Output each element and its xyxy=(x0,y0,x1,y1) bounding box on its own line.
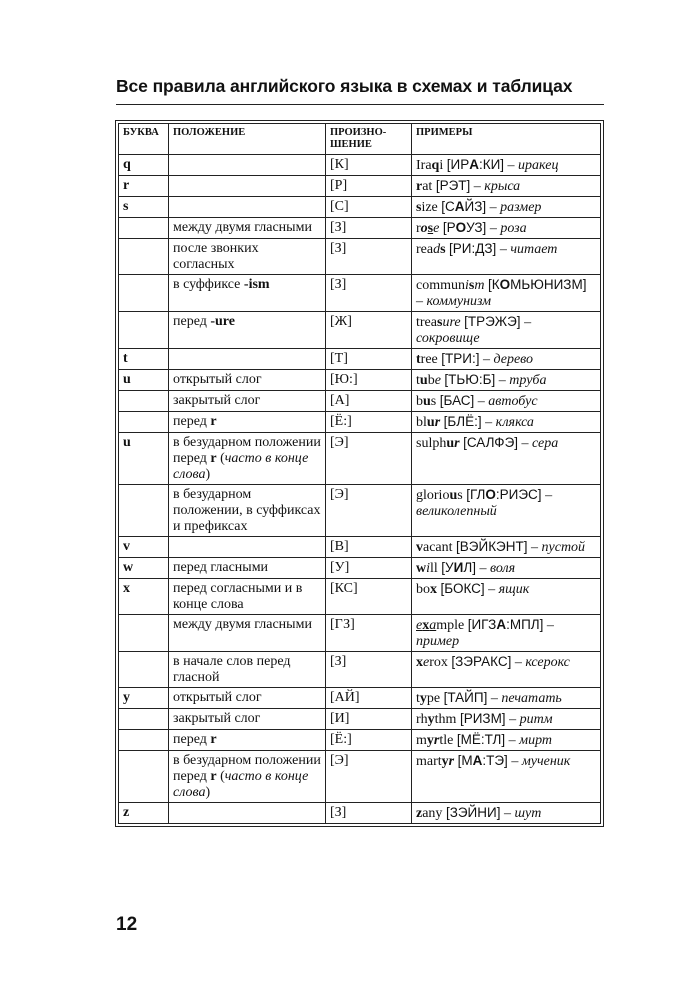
example-text: – xyxy=(527,540,542,555)
cell-example xyxy=(412,537,601,558)
cell-position xyxy=(169,412,326,433)
example-text: – xyxy=(487,691,502,706)
cell-position xyxy=(169,730,326,751)
example-text: s xyxy=(457,488,467,503)
example-text: – xyxy=(474,394,489,409)
example-text: Л] xyxy=(463,560,476,575)
example-text: – xyxy=(479,352,494,367)
cell-example xyxy=(412,349,601,370)
example-text: размер xyxy=(500,200,542,215)
cell-position xyxy=(169,803,326,824)
cell-position: перед согласными и в конце слова xyxy=(169,579,326,615)
example-text: u xyxy=(449,488,458,503)
example-text: воля xyxy=(489,561,516,576)
cell-pronunciation: [ГЗ] xyxy=(326,615,412,652)
example-text: роза xyxy=(500,221,527,236)
cell-pronunciation: [Э] xyxy=(326,433,412,485)
position-text: ( xyxy=(216,769,225,784)
example-text: [РИ:ДЗ] xyxy=(449,241,497,256)
example-text: [У xyxy=(441,560,454,575)
example-text: :РИЭС] xyxy=(495,487,542,502)
example-text: – xyxy=(495,373,510,388)
example-text: y xyxy=(441,754,449,769)
example-text: at xyxy=(422,179,436,194)
example-text: s xyxy=(430,394,440,409)
table-row xyxy=(119,312,601,349)
example-text: q xyxy=(431,158,440,173)
example-text: [РЭТ] xyxy=(435,178,471,193)
example-text: – xyxy=(504,158,519,173)
example-text: сокровище xyxy=(416,331,480,346)
example-text: [ТРЭЖЭ] xyxy=(464,314,521,329)
example-text: v xyxy=(416,540,423,555)
cell-pronunciation: [З] xyxy=(326,218,412,239)
cell-letter xyxy=(119,239,169,275)
table-row xyxy=(119,239,601,275)
cell-example xyxy=(412,688,601,709)
example-text: А xyxy=(454,199,465,214)
cell-example xyxy=(412,579,601,615)
example-text: mple xyxy=(436,618,468,633)
example-text: pe xyxy=(426,691,444,706)
example-text: [ТАЙП] xyxy=(443,690,488,705)
cell-position xyxy=(169,312,326,349)
example-text: О xyxy=(499,277,511,292)
table-row xyxy=(119,412,601,433)
cell-pronunciation: [Т] xyxy=(326,349,412,370)
example-text: x xyxy=(430,582,437,597)
example-text: автобус xyxy=(488,394,538,409)
example-text: ize xyxy=(421,200,442,215)
position-text: ) xyxy=(205,467,211,482)
example-text: r xyxy=(416,221,421,236)
example-text: А xyxy=(469,157,479,172)
cell-pronunciation: [С] xyxy=(326,197,412,218)
example-text: :КИ] xyxy=(478,157,505,172)
cell-pronunciation: [А] xyxy=(326,391,412,412)
cell-letter xyxy=(119,751,169,803)
cell-pronunciation: [Э] xyxy=(326,751,412,803)
example-text: e xyxy=(433,221,440,236)
cell-pronunciation: [З] xyxy=(326,652,412,688)
cell-letter: s xyxy=(119,197,169,218)
cell-pronunciation: [Ё:] xyxy=(326,730,412,751)
cell-pronunciation: [К] xyxy=(326,155,412,176)
example-text: r xyxy=(433,733,440,748)
example-text: коммунизм xyxy=(426,294,492,309)
example-text: сера xyxy=(532,436,559,451)
example-text: [Р xyxy=(442,220,456,235)
example-text: мирт xyxy=(519,733,553,748)
cell-example xyxy=(412,275,601,312)
cell-pronunciation: [В] xyxy=(326,537,412,558)
example-text: s xyxy=(427,221,434,236)
example-text: – xyxy=(541,488,553,503)
position-text: r xyxy=(210,414,217,429)
example-text: w xyxy=(416,561,427,576)
cell-example xyxy=(412,730,601,751)
example-text: rea xyxy=(416,242,434,257)
example-text: b xyxy=(427,373,435,388)
cell-letter xyxy=(119,391,169,412)
cell-example xyxy=(412,312,601,349)
cell-example xyxy=(412,197,601,218)
position-text: ( xyxy=(216,451,225,466)
example-text: trea xyxy=(416,315,437,330)
cell-position: в начале слов перед гласной xyxy=(169,652,326,688)
example-text: [М xyxy=(457,753,473,768)
pronunciation-rules-table xyxy=(118,123,601,824)
cell-example xyxy=(412,751,601,803)
example-text: rh xyxy=(416,712,428,727)
example-text: мученик xyxy=(521,754,571,769)
example-text: mart xyxy=(416,754,442,769)
cell-pronunciation: [З] xyxy=(326,239,412,275)
example-text: читает xyxy=(510,242,558,257)
example-text: УЗ] xyxy=(466,220,487,235)
example-text: s xyxy=(436,315,443,330)
example-text: [ГЛ xyxy=(466,487,486,502)
cell-letter xyxy=(119,615,169,652)
cell-letter xyxy=(119,312,169,349)
example-text: клякса xyxy=(495,415,534,430)
position-text: в безударном положении перед xyxy=(173,435,321,466)
example-text: t xyxy=(416,373,420,388)
table-row xyxy=(119,803,601,824)
cell-position xyxy=(169,197,326,218)
cell-pronunciation: [Р] xyxy=(326,176,412,197)
example-text: u xyxy=(419,373,428,388)
example-text: bo xyxy=(416,582,430,597)
cell-position xyxy=(169,155,326,176)
example-text: [ТРИ:] xyxy=(441,351,480,366)
header-position: ПОЛОЖЕНИЕ xyxy=(169,124,326,155)
table-row xyxy=(119,349,601,370)
example-text: – xyxy=(481,415,496,430)
example-text: o xyxy=(420,221,428,236)
cell-example xyxy=(412,615,601,652)
example-text: И xyxy=(453,560,464,575)
cell-position xyxy=(169,349,326,370)
cell-letter xyxy=(119,730,169,751)
example-text: x xyxy=(422,618,430,633)
example-text: – xyxy=(416,294,427,309)
example-text: [САЛФЭ] xyxy=(463,435,519,450)
table-row xyxy=(119,176,601,197)
example-text: ll xyxy=(430,561,442,576)
table-row xyxy=(119,709,601,730)
example-text: [ВЭЙКЭНТ] xyxy=(456,539,528,554)
example-text: tle xyxy=(439,733,457,748)
example-text: – xyxy=(486,221,501,236)
table-row xyxy=(119,652,601,688)
cell-pronunciation: [Ё:] xyxy=(326,412,412,433)
example-text: иракец xyxy=(518,158,559,173)
cell-example xyxy=(412,412,601,433)
example-text: ree xyxy=(420,352,442,367)
example-text: – xyxy=(520,315,532,330)
example-text: x xyxy=(416,655,423,670)
cell-position: между двумя гласными xyxy=(169,218,326,239)
example-text: [ИГЗ xyxy=(467,617,497,632)
example-text: МЬЮНИЗМ] xyxy=(510,277,587,292)
example-text: – xyxy=(543,618,554,633)
table-row xyxy=(119,537,601,558)
example-text: А xyxy=(472,753,483,768)
cell-letter: q xyxy=(119,155,169,176)
table-row xyxy=(119,391,601,412)
example-text: rox xyxy=(429,655,452,670)
cell-example xyxy=(412,218,601,239)
example-text: [БАС] xyxy=(439,393,475,408)
example-text: i xyxy=(465,278,469,293)
example-text: [ТЬЮ:Б] xyxy=(444,372,496,387)
cell-letter xyxy=(119,218,169,239)
example-text: u xyxy=(423,394,431,409)
example-text: r xyxy=(434,415,441,430)
example-text: – xyxy=(484,582,499,597)
cell-position xyxy=(169,751,326,803)
example-text: – xyxy=(518,436,533,451)
cell-letter: x xyxy=(119,579,169,615)
cell-position: в безударном положении, в суффиксах и префиксах xyxy=(169,485,326,537)
cell-position: открытый слог xyxy=(169,370,326,391)
example-text: [ЗЭЙНИ] xyxy=(445,805,501,820)
cell-letter: v xyxy=(119,537,169,558)
cell-letter: w xyxy=(119,558,169,579)
table-row xyxy=(119,275,601,312)
cell-position xyxy=(169,433,326,485)
cell-pronunciation: [Ж] xyxy=(326,312,412,349)
example-text: t xyxy=(416,352,421,367)
example-text: e xyxy=(416,618,423,633)
example-text: – xyxy=(505,712,520,727)
cell-position: между двумя гласными xyxy=(169,615,326,652)
example-text: О xyxy=(455,220,467,235)
position-text: перед xyxy=(173,314,211,329)
cell-position: открытый слог xyxy=(169,688,326,709)
example-text: – xyxy=(505,733,520,748)
cell-letter: r xyxy=(119,176,169,197)
header-letter: БУКВА xyxy=(119,124,169,155)
example-text: r xyxy=(454,436,460,451)
cell-position: закрытый слог xyxy=(169,391,326,412)
page-number: 12 xyxy=(116,914,138,935)
example-text: [С xyxy=(441,199,455,214)
example-text: y xyxy=(427,712,435,727)
cell-pronunciation: [З] xyxy=(326,275,412,312)
example-text: – xyxy=(496,242,511,257)
example-text: :МПЛ] xyxy=(506,617,544,632)
cell-position xyxy=(169,537,326,558)
running-head-title: Все правила английского языка в схемах и таблицах xyxy=(116,76,573,96)
cell-position xyxy=(169,176,326,197)
example-text: – xyxy=(507,754,522,769)
cell-example xyxy=(412,803,601,824)
example-text: s xyxy=(416,200,422,215)
position-text: -ure xyxy=(210,314,235,329)
cell-example xyxy=(412,652,601,688)
table-row xyxy=(119,751,601,803)
table-row xyxy=(119,218,601,239)
cell-letter xyxy=(119,709,169,730)
cell-pronunciation: [И] xyxy=(326,709,412,730)
example-text: sulph xyxy=(416,436,447,451)
example-text: – xyxy=(470,179,485,194)
example-text: ure xyxy=(442,315,461,330)
table-body xyxy=(119,155,601,824)
position-text: r xyxy=(210,732,217,747)
example-text: – xyxy=(475,561,490,576)
example-text: acant xyxy=(423,540,457,555)
cell-position: перед гласными xyxy=(169,558,326,579)
cell-letter: z xyxy=(119,803,169,824)
example-text: ЙЗ] xyxy=(464,199,487,214)
table-row xyxy=(119,579,601,615)
cell-position: после звонких согласных xyxy=(169,239,326,275)
rules-table-frame xyxy=(115,120,604,827)
example-text: m xyxy=(474,278,485,293)
example-text: – xyxy=(500,806,515,821)
example-text: дерево xyxy=(493,352,534,367)
cell-example xyxy=(412,239,601,275)
example-text: [ИР xyxy=(446,157,470,172)
table-row xyxy=(119,558,601,579)
cell-letter xyxy=(119,485,169,537)
table-row xyxy=(119,730,601,751)
table-row xyxy=(119,433,601,485)
example-text: ксерокс xyxy=(525,655,570,670)
example-text: y xyxy=(426,733,434,748)
header-pronunciation: ПРОИЗНО-ШЕНИЕ xyxy=(326,124,412,155)
cell-letter: y xyxy=(119,688,169,709)
table-row xyxy=(119,688,601,709)
example-text: u xyxy=(426,415,435,430)
cell-example xyxy=(412,391,601,412)
cell-pronunciation: [Э] xyxy=(326,485,412,537)
example-text: thm xyxy=(434,712,460,727)
position-text: -ism xyxy=(243,277,270,292)
example-text: крыса xyxy=(484,179,521,194)
position-text: перед xyxy=(173,732,211,747)
example-text: Ira xyxy=(416,158,432,173)
example-text: d xyxy=(433,242,441,257)
cell-pronunciation: [Ю:] xyxy=(326,370,412,391)
example-text: О xyxy=(485,487,496,502)
cell-pronunciation: [З] xyxy=(326,803,412,824)
cell-example xyxy=(412,709,601,730)
cell-example xyxy=(412,176,601,197)
cell-example xyxy=(412,370,601,391)
example-text: z xyxy=(416,806,423,821)
table-header-row xyxy=(119,124,601,155)
position-text: ) xyxy=(205,785,211,800)
example-text: u xyxy=(446,436,455,451)
example-text: великолепный xyxy=(416,504,497,519)
cell-position xyxy=(169,275,326,312)
cell-pronunciation: [АЙ] xyxy=(326,688,412,709)
example-text: пустой xyxy=(541,540,586,555)
table-row xyxy=(119,155,601,176)
position-text: r xyxy=(210,451,217,466)
header-rule xyxy=(116,104,604,105)
example-text: bl xyxy=(416,415,427,430)
cell-letter xyxy=(119,412,169,433)
example-text: [БОКС] xyxy=(440,581,485,596)
example-text: e xyxy=(434,373,441,388)
example-text: s xyxy=(468,278,475,293)
example-text: [МЁ:ТЛ] xyxy=(456,732,506,747)
example-text: commun xyxy=(416,278,465,293)
cell-letter: u xyxy=(119,370,169,391)
example-text: b xyxy=(416,394,423,409)
header-examples: ПРИМЕРЫ xyxy=(412,124,601,155)
position-text: в суффиксе xyxy=(173,277,244,292)
cell-example xyxy=(412,558,601,579)
example-text: шут xyxy=(514,806,542,821)
example-text: t xyxy=(416,691,420,706)
table-row xyxy=(119,370,601,391)
cell-letter xyxy=(119,652,169,688)
example-text: [РИЗМ] xyxy=(459,711,506,726)
position-text: часто в конце слова xyxy=(173,769,309,800)
example-text: :ТЭ] xyxy=(482,753,508,768)
example-text: пример xyxy=(416,634,460,649)
position-text: часто в конце слова xyxy=(173,451,309,482)
example-text: ящик xyxy=(498,582,530,597)
example-text: А xyxy=(496,617,507,632)
example-text: – xyxy=(486,200,501,215)
example-text: i xyxy=(426,561,431,576)
cell-example xyxy=(412,155,601,176)
cell-example xyxy=(412,485,601,537)
cell-pronunciation: [КС] xyxy=(326,579,412,615)
example-text: труба xyxy=(509,373,547,388)
position-text: в безударном положении перед xyxy=(173,753,321,784)
example-text: r xyxy=(416,179,423,194)
example-text: m xyxy=(416,733,427,748)
cell-pronunciation: [У] xyxy=(326,558,412,579)
example-text: glorio xyxy=(416,488,450,503)
example-text: [БЛЁ:] xyxy=(443,414,482,429)
example-text: r xyxy=(448,754,455,769)
cell-letter: t xyxy=(119,349,169,370)
example-text: s xyxy=(440,242,446,257)
cell-letter: u xyxy=(119,433,169,485)
table-row xyxy=(119,485,601,537)
example-text: y xyxy=(419,691,427,706)
table-row xyxy=(119,615,601,652)
position-text: перед xyxy=(173,414,211,429)
table-row xyxy=(119,197,601,218)
cell-letter xyxy=(119,275,169,312)
example-text: [К xyxy=(487,277,500,292)
example-text: – xyxy=(511,655,526,670)
cell-example xyxy=(412,433,601,485)
example-text: i xyxy=(439,158,447,173)
example-text: any xyxy=(422,806,446,821)
example-text: ритм xyxy=(519,712,553,727)
example-text: [ЗЭРАКС] xyxy=(451,654,512,669)
position-text: r xyxy=(210,769,217,784)
cell-position: закрытый слог xyxy=(169,709,326,730)
example-text: a xyxy=(429,618,437,633)
example-text: печатать xyxy=(501,691,562,706)
example-text: e xyxy=(423,655,430,670)
